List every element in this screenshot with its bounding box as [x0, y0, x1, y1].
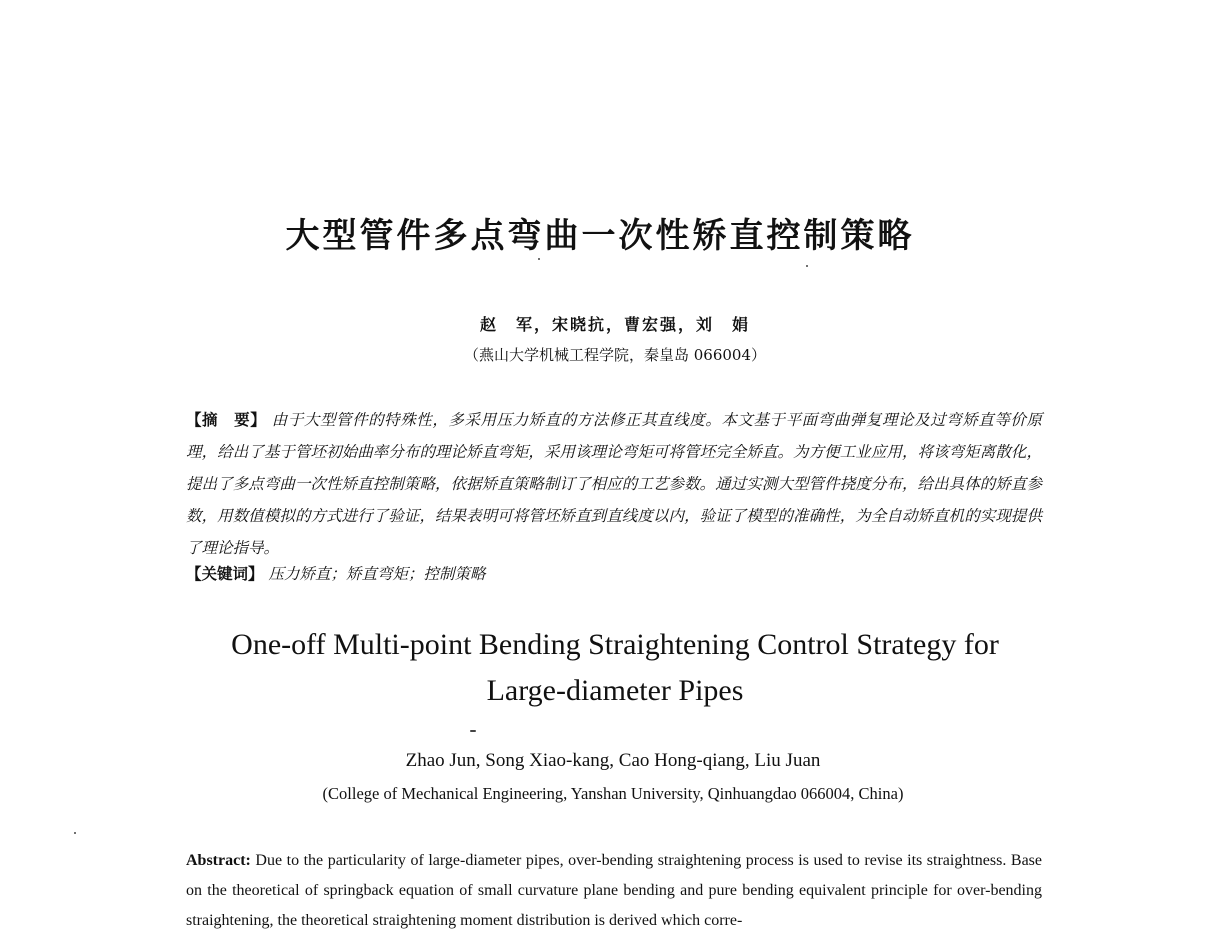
authors-en: Zhao Jun, Song Xiao-kang, Cao Hong-qiang, Liu Juan	[405, 750, 821, 771]
scan-speck	[470, 730, 476, 732]
abstract-cn-label: 【摘 要】	[186, 410, 267, 429]
scan-speck	[538, 258, 540, 260]
paper-title-cn: 大型管件多点弯曲一次性矫直控制策略	[285, 216, 915, 256]
paper-title-en: One-off Multi-point Bending Straightening Control Strategy for Large-diameter Pipes	[231, 628, 999, 707]
abstract-cn-text: 由于大型管件的特殊性，多采用压力矫直的方法修正其直线度。本文基于平面弯曲弹复理论及过弯矫直等价原理，给出了基于管坯初始曲率分布的理论矫直弯矩，采用该理论弯矩可将管坯完全矫直。为方便工业应用，将该弯矩离散化，提出了多点弯曲一次性矫直控制策略，依据矫直策略制订了相应的工艺参数。通过实测大型管件挠度分布，给出具体的矫直参数，用数值模拟的方式进行了验证，结果表明可将管坯矫直到直线度以内，验证了模型的准确性，为全自动矫直机的实现提供了理论指导。	[186, 411, 1042, 557]
abstract-en-text: Due to the particularity of large-diameter pipes, over-bending straightening process is used to revise its straightness. Base on the theoretical of springback equation of small curvature plane bending and pure bending equivalent principle for over-bending straightening, the theoretical straightening moment distribution is derived which corre-	[186, 852, 1043, 929]
abstract-cn	[186, 404, 1042, 564]
scan-speck	[74, 832, 76, 834]
abstract-en	[186, 846, 1042, 936]
affiliation-cn: （燕山大学机械工程学院，秦皇岛 066004）	[463, 346, 767, 364]
keywords-cn-text: 压力矫直；矫直弯矩；控制策略	[268, 565, 486, 583]
abstract-en-label: Abstract:	[186, 852, 251, 869]
keywords-cn-label: 【关键词】	[186, 564, 264, 583]
scan-speck	[806, 265, 808, 267]
authors-cn: 赵 军，宋晓抗，曹宏强，刘 娟	[479, 315, 750, 334]
affiliation-en: (College of Mechanical Engineering, Yanshan University, Qinhuangdao 066004, China)	[322, 784, 904, 803]
keywords-cn	[186, 562, 1042, 586]
